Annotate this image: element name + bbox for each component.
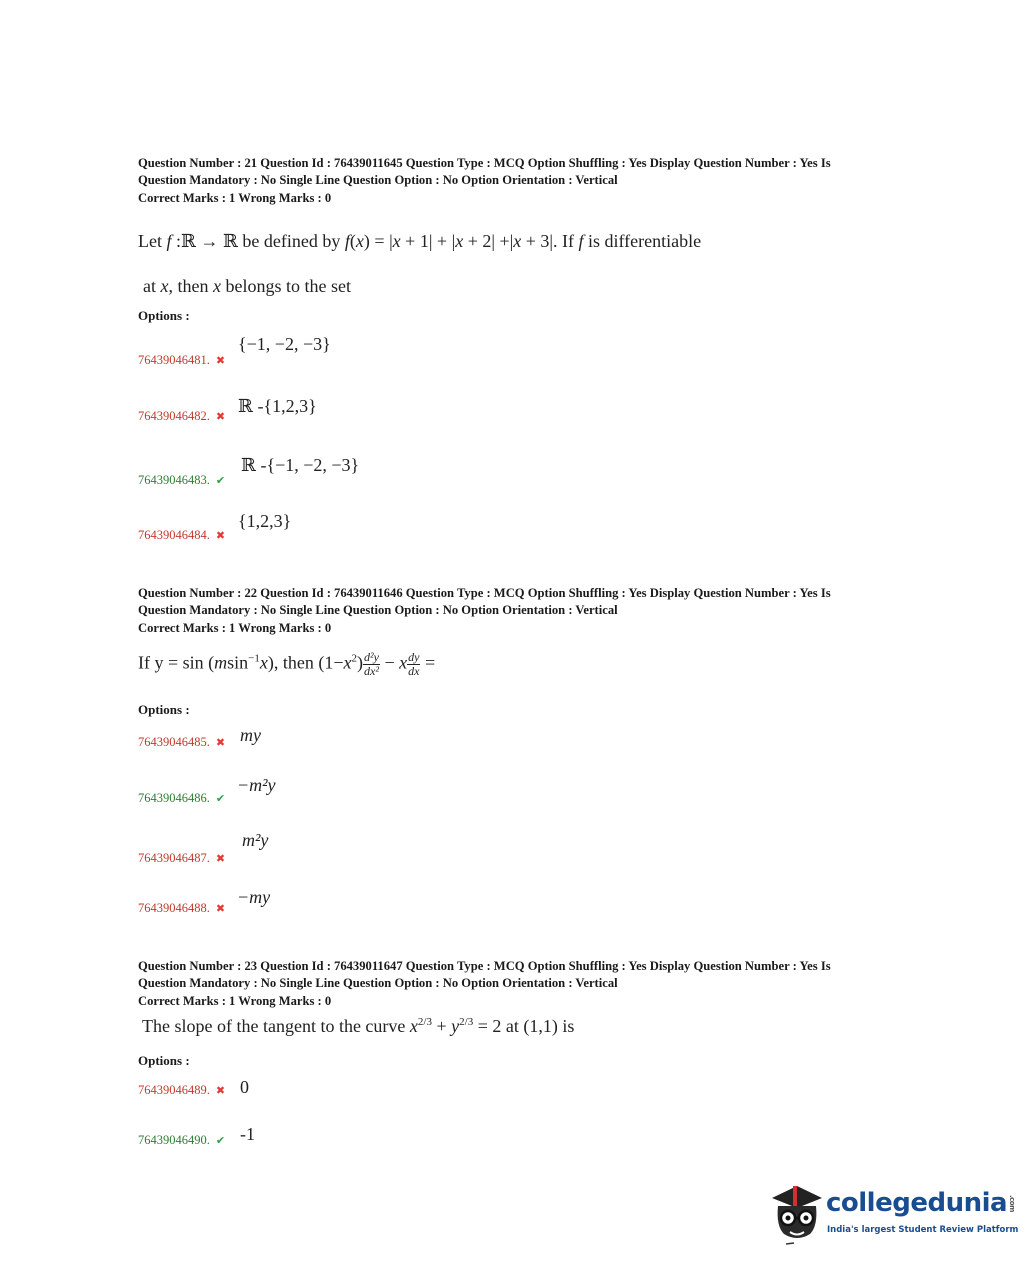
meta-line: Correct Marks : 1 Wrong Marks : 0 <box>138 191 332 205</box>
option-value: −my <box>237 887 271 907</box>
cross-icon: ✖ <box>215 529 226 542</box>
option-value: {1,2,3} <box>238 511 292 531</box>
option-id: 76439046485. ✖ <box>138 735 226 749</box>
option-value: ℝ -{−1, −2, −3} <box>241 455 360 475</box>
check-icon: ✔ <box>215 792 226 805</box>
option-id: 76439046486. ✔ <box>138 791 226 805</box>
meta-line: Question Mandatory : No Single Line Question Option : No Option Orientation : Vertical <box>138 602 618 617</box>
question-22-text: If y = sin (msin$^{-1}$x), then $(1-x^2)$ $\frac{\text{d²y}}{\text{dx²}}$ − x $\frac{dy}{dx}$ = <box>138 650 436 678</box>
meta-line: Question Number : 22 Question Id : 76439011646 Question Type : MCQ Option Shuffling : Yes Display Question Number : Yes Is <box>138 586 831 600</box>
option-id: 76439046483. ✔ <box>138 473 226 487</box>
option-value: −m²y <box>237 775 276 795</box>
second-derivative-fraction: $\frac{\text{d²y}}{\text{dx²}}$ <box>364 650 379 678</box>
question-21-text-line2: at x, then x belongs to the set <box>143 276 351 296</box>
check-icon: ✔ <box>215 1134 226 1147</box>
mascot-icon <box>766 1176 828 1248</box>
options-label: Options : <box>138 308 190 323</box>
option-id: 76439046484. ✖ <box>138 528 226 542</box>
logo-tagline: India's largest Student Review Platform <box>827 1225 1019 1235</box>
logo-wordmark: collegedunia.com <box>826 1188 1017 1218</box>
option-value: 0 <box>240 1077 249 1097</box>
check-icon: ✔ <box>215 474 226 487</box>
options-label: Options : <box>138 702 190 717</box>
question-23-text: The slope of the tangent to the curve $x^{2/3} + y^{2/3} = 2$ at (1,1) is <box>142 1016 575 1036</box>
question-22-meta <box>138 585 898 637</box>
cross-icon: ✖ <box>215 410 226 423</box>
cross-icon: ✖ <box>215 852 226 865</box>
question-23-meta <box>138 958 898 1010</box>
option-id: 76439046488. ✖ <box>138 901 226 915</box>
cross-icon: ✖ <box>215 736 226 749</box>
meta-line: Correct Marks : 1 Wrong Marks : 0 <box>138 994 332 1008</box>
option-value: -1 <box>240 1124 255 1144</box>
cross-icon: ✖ <box>215 1084 226 1097</box>
option-id: 76439046481. ✖ <box>138 353 226 367</box>
cross-icon: ✖ <box>215 902 226 915</box>
option-id: 76439046487. ✖ <box>138 851 226 865</box>
first-derivative-fraction: $\frac{dy}{dx}$ <box>408 650 420 678</box>
question-21-text-line1: Let f :ℝ → ℝ be defined by f(x) = |x + 1| + |x + 2| +|x + 3|. If f is differentiable <box>138 231 702 251</box>
collegedunia-logo <box>766 1176 1019 1248</box>
meta-line: Correct Marks : 1 Wrong Marks : 0 <box>138 621 332 635</box>
options-label: Options : <box>138 1053 190 1068</box>
option-id: 76439046490. ✔ <box>138 1133 226 1147</box>
option-id: 76439046489. ✖ <box>138 1083 226 1097</box>
option-value: m²y <box>242 830 269 850</box>
question-21-meta <box>138 155 898 207</box>
meta-line: Question Number : 21 Question Id : 76439011645 Question Type : MCQ Option Shuffling : Yes Display Question Number : Yes Is <box>138 156 831 170</box>
meta-line: Question Mandatory : No Single Line Question Option : No Option Orientation : Vertical <box>138 975 618 990</box>
meta-line: Question Number : 23 Question Id : 76439011647 Question Type : MCQ Option Shuffling : Yes Display Question Number : Yes Is <box>138 959 831 973</box>
meta-line: Question Mandatory : No Single Line Question Option : No Option Orientation : Vertical <box>138 172 618 187</box>
option-value: {−1, −2, −3} <box>238 334 331 354</box>
option-id: 76439046482. ✖ <box>138 409 226 423</box>
option-value: my <box>240 725 261 745</box>
option-value: ℝ -{1,2,3} <box>238 396 317 416</box>
cross-icon: ✖ <box>215 354 226 367</box>
